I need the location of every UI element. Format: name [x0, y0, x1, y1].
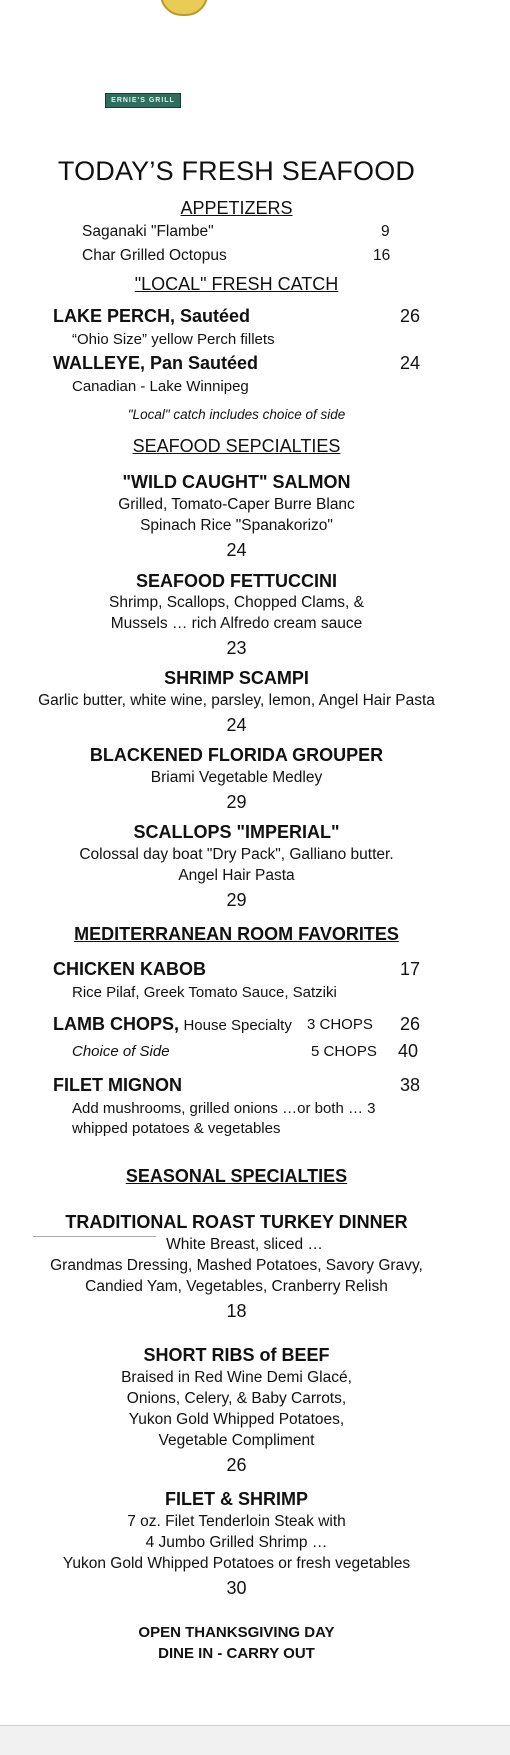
- dish-name: SHRIMP SCAMPI: [164, 668, 309, 688]
- dish-desc: Garlic butter, white wine, parsley, lemon, Angel Hair Pasta: [38, 692, 435, 709]
- dish-desc: Angel Hair Pasta: [178, 867, 295, 884]
- dish-name: SEAFOOD FETTUCCINI: [136, 571, 337, 591]
- appetizer-name: Char Grilled Octopus: [82, 247, 227, 264]
- lamb-option: 3 CHOPS: [307, 1016, 373, 1033]
- dish-desc: Onions, Celery, & Baby Carrots,: [126, 1390, 347, 1407]
- dish-name: SHORT RIBS of BEEF: [143, 1345, 330, 1365]
- lamb-price: 40: [398, 1041, 419, 1061]
- seal-logo-icon: [160, 0, 208, 16]
- appetizers-heading: APPETIZERS: [180, 198, 293, 218]
- dish-desc: 4 Jumbo Grilled Shrimp …: [145, 1534, 328, 1551]
- dish-desc: Yukon Gold Whipped Potatoes or fresh vegetables: [62, 1555, 411, 1572]
- dish-price: 23: [226, 638, 247, 658]
- dish-price: 18: [226, 1301, 247, 1321]
- local-catch-heading: "LOCAL" FRESH CATCH: [134, 274, 339, 294]
- lamb-tag: House Specialty: [183, 1017, 292, 1034]
- filet-name: FILET MIGNON: [53, 1075, 182, 1095]
- closing-line: DINE IN - CARRY OUT: [158, 1645, 315, 1662]
- dish-name: SCALLOPS "IMPERIAL": [133, 822, 340, 842]
- dish-desc: Grilled, Tomato-Caper Burre Blanc: [118, 496, 355, 513]
- lamb-price: 26: [400, 1014, 421, 1034]
- local-catch-item-name: LAKE PERCH, Sautéed: [53, 306, 251, 326]
- local-catch-item-desc: “Ohio Size” yellow Perch fillets: [72, 331, 275, 348]
- dish-name: "WILD CAUGHT" SALMON: [122, 472, 351, 492]
- seasonal-heading: SEASONAL SPECIALTIES: [125, 1166, 348, 1186]
- page-title: TODAY’S FRESH SEAFOOD: [57, 156, 416, 186]
- local-catch-note: "Local" catch includes choice of side: [127, 407, 346, 422]
- dish-price: 30: [226, 1578, 247, 1598]
- dish-desc: Yukon Gold Whipped Potatoes,: [128, 1411, 345, 1428]
- kabob-desc: Rice Pilaf, Greek Tomato Sauce, Satziki: [72, 984, 337, 1001]
- lamb-option: 5 CHOPS: [311, 1043, 377, 1060]
- dish-price: 24: [226, 715, 247, 735]
- kabob-name: CHICKEN KABOB: [53, 959, 206, 979]
- filet-desc: whipped potatoes & vegetables: [72, 1120, 281, 1137]
- dish-price: 29: [226, 792, 247, 812]
- kabob-price: 17: [400, 959, 421, 979]
- appetizer-price: 9: [381, 223, 390, 240]
- dish-desc: Briami Vegetable Medley: [150, 769, 323, 786]
- dish-desc: Shrimp, Scallops, Chopped Clams, &: [108, 594, 364, 611]
- dish-name: FILET & SHRIMP: [165, 1489, 308, 1509]
- dish-desc: Vegetable Compliment: [158, 1432, 315, 1449]
- lamb-title: [53, 1014, 292, 1035]
- local-catch-item-price: 26: [400, 306, 421, 326]
- viewer-bottom-bar: [0, 1725, 510, 1755]
- dish-desc: Braised in Red Wine Demi Glacé,: [121, 1369, 352, 1386]
- dish-desc: Grandmas Dressing, Mashed Potatoes, Savory Gravy,: [50, 1257, 423, 1274]
- lamb-name: LAMB CHOPS,: [53, 1014, 179, 1034]
- appetizer-name: Saganaki "Flambe": [82, 223, 214, 240]
- dish-desc: Mussels … rich Alfredo cream sauce: [110, 615, 363, 632]
- filet-price: 38: [400, 1075, 421, 1095]
- mediterranean-heading: MEDITERRANEAN ROOM FAVORITES: [74, 924, 399, 944]
- appetizer-price: 16: [373, 247, 391, 264]
- dish-desc: White Breast, sliced …: [166, 1236, 323, 1253]
- restaurant-logo: ERNIE'S GRILL: [105, 93, 181, 108]
- local-catch-item-name: WALLEYE, Pan Sautéed: [53, 353, 259, 373]
- dish-price: 26: [226, 1455, 247, 1475]
- dish-desc: Candied Yam, Vegetables, Cranberry Relish: [85, 1278, 388, 1295]
- dish-desc: Spinach Rice "Spanakorizo": [140, 517, 333, 534]
- local-catch-item-price: 24: [400, 353, 421, 373]
- dish-price: 24: [226, 540, 247, 560]
- lamb-desc: Choice of Side: [72, 1043, 170, 1060]
- dish-desc: 7 oz. Filet Tenderloin Steak with: [127, 1513, 346, 1530]
- filet-desc: Add mushrooms, grilled onions …or both … 3: [72, 1100, 376, 1117]
- closing-line: OPEN THANKSGIVING DAY: [138, 1624, 335, 1641]
- dish-name: BLACKENED FLORIDA GROUPER: [89, 745, 384, 765]
- seafood-specialties-heading: SEAFOOD SEPCIALTIES: [132, 436, 341, 456]
- local-catch-item-desc: Canadian - Lake Winnipeg: [72, 378, 249, 395]
- dish-price: 29: [226, 890, 247, 910]
- dish-name: TRADITIONAL ROAST TURKEY DINNER: [65, 1212, 408, 1232]
- dish-desc: Colossal day boat "Dry Pack", Galliano butter.: [79, 846, 394, 863]
